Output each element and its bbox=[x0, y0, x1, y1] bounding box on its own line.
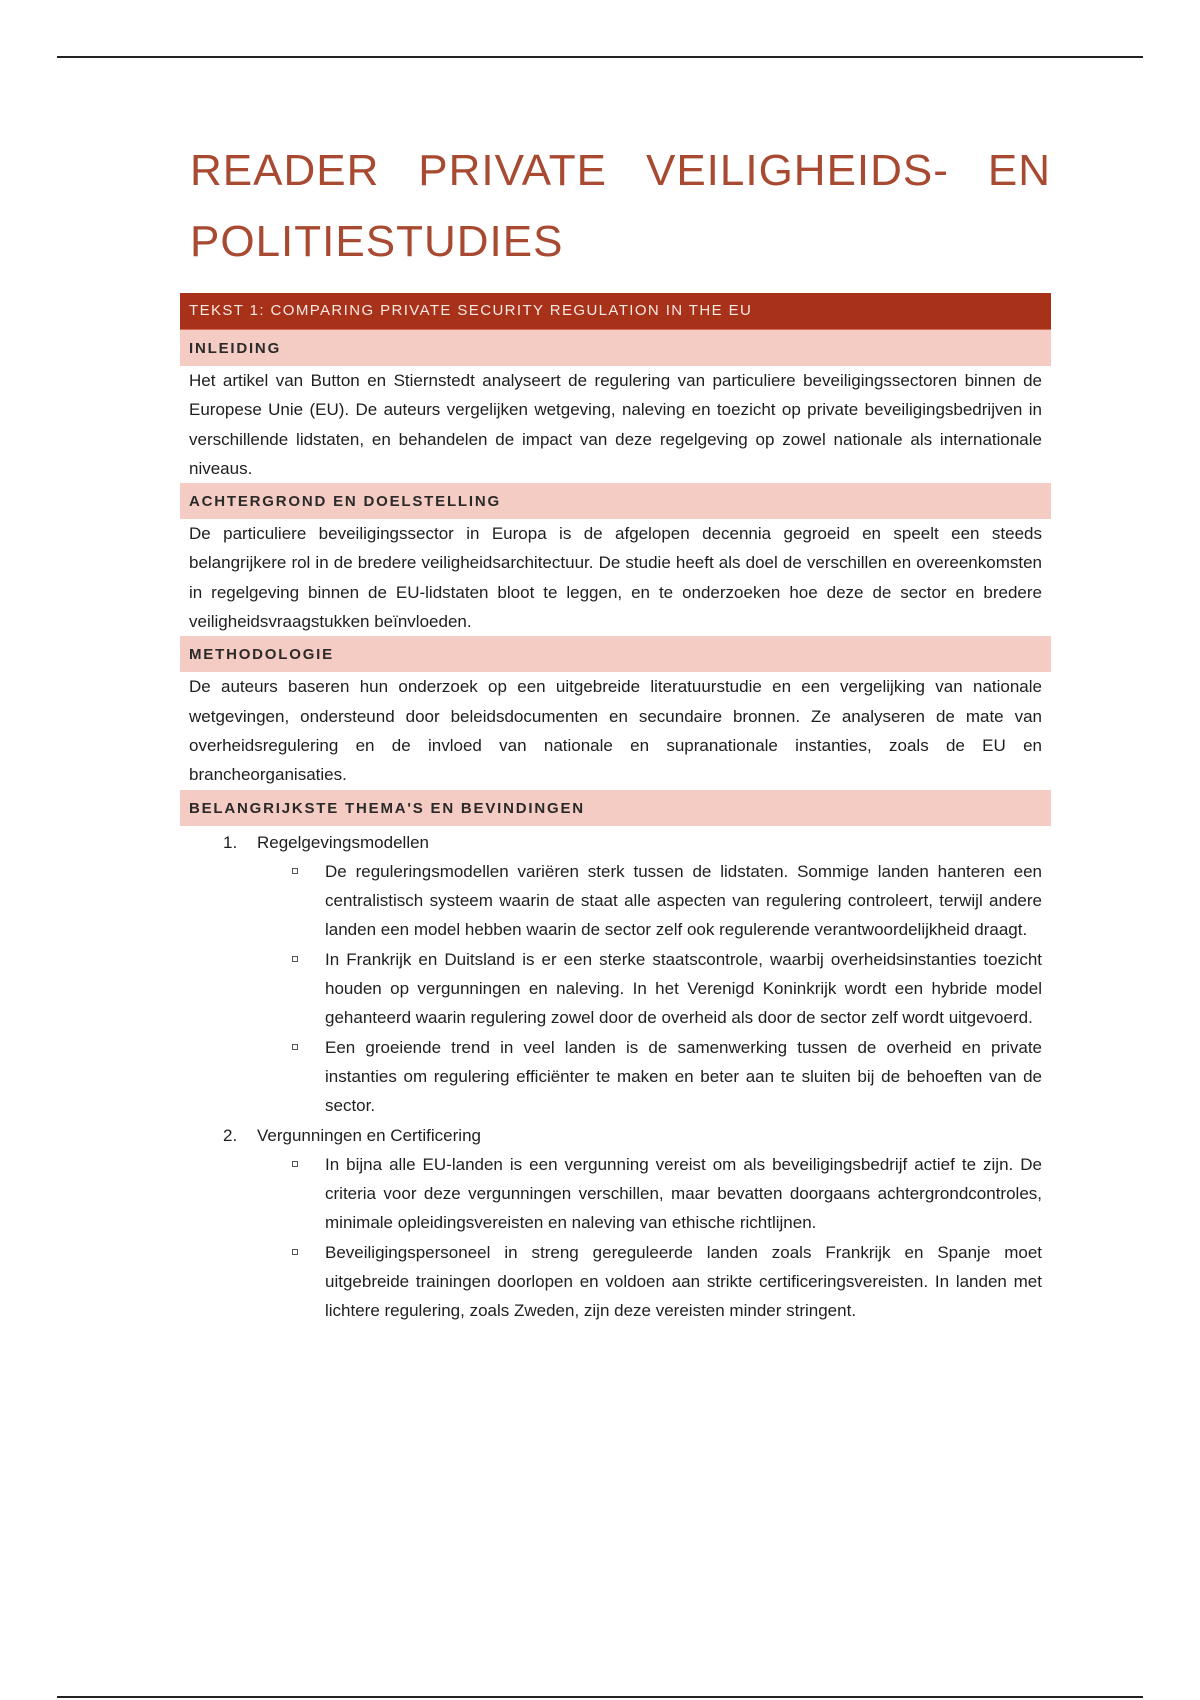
sublist-container bbox=[180, 857, 1051, 1121]
bullet-text: In Frankrijk en Duitsland is er een sterke staatscontrole, waarbij overheidsinstanties toezicht houden op vergunningen en naleving. In het Verenigd Koninkrijk wordt een hybride model gehanteerd waarin regulering zowel door de overheid als door de sector zelf wordt uitgevoerd. bbox=[325, 949, 1042, 1028]
findings-list bbox=[180, 828, 1051, 1326]
square-bullet-icon bbox=[292, 1161, 298, 1167]
bullet-item bbox=[257, 1150, 1051, 1238]
heading-methodologie: METHODOLOGIE bbox=[180, 636, 1051, 672]
paragraph-methodologie: De auteurs baseren hun onderzoek op een uitgebreide literatuurstudie en een vergelijking van nationale wetgevingen, ondersteund door beleidsdocumenten en secundaire bronnen. Ze analyseren de mate van overheidsregulering en de invloed van nationale en supranationale instanties, zoals de EU en brancheorganisaties. bbox=[189, 677, 1042, 785]
paragraph-inleiding: Het artikel van Button en Stiernstedt analyseert de regulering van particuliere beveiligingssectoren binnen de Europese Unie (EU). De auteurs vergelijken wetgeving, naleving en toezicht op private beveiligingsbedrijven in verschillende lidstaten, en behandelen de impact van deze regelgeving op zowel nationale als internationale niveaus. bbox=[189, 371, 1042, 478]
bullet-item bbox=[257, 1238, 1051, 1326]
list-item-label: Regelgevingsmodellen bbox=[257, 832, 430, 852]
bullet-item bbox=[257, 1033, 1051, 1121]
bottom-rule bbox=[57, 1696, 1143, 1698]
bullet-text: Beveiligingspersoneel in streng gereguleerde landen zoals Frankrijk en Spanje moet uitgebreide trainingen doorlopen en voldoen aan strikte certificeringsvereisten. In landen met lichtere regulering, zoals Zweden, zijn deze vereisten minder stringent. bbox=[325, 1242, 1042, 1321]
heading-achtergrond: ACHTERGROND EN DOELSTELLING bbox=[180, 483, 1051, 519]
paragraph-achtergrond: De particuliere beveiligingssector in Europa is de afgelopen decennia gegroeid en speelt een steeds belangrijkere rol in de bredere veiligheidsarchitectuur. De studie heeft als doel de verschillen en overeenkomsten in regelgeving binnen de EU-lidstaten bloot te leggen, en te onderzoeken hoe deze de sector en bredere veiligheidsvraagstukken beïnvloeden. bbox=[189, 524, 1042, 632]
sublist-container bbox=[180, 1150, 1051, 1326]
bullet-text: In bijna alle EU-landen is een vergunning vereist om als beveiligingsbedrijf actief te zijn. De criteria voor deze vergunningen verschillen, maar bevatten doorgaans achtergrondcontroles, minimale opleidingsvereisten en naleving van ethische richtlijnen. bbox=[325, 1154, 1042, 1233]
heading-inleiding: INLEIDING bbox=[180, 330, 1051, 366]
title-word: READER bbox=[190, 146, 380, 195]
document-title bbox=[190, 135, 1051, 277]
top-rule bbox=[57, 56, 1143, 58]
document-body bbox=[180, 135, 1051, 1326]
list-item bbox=[180, 1121, 1051, 1150]
bullet-item bbox=[257, 857, 1051, 945]
square-bullet-icon bbox=[292, 956, 298, 962]
section-header-tekst-1: TEKST 1: COMPARING PRIVATE SECURITY REGULATION IN THE EU bbox=[180, 293, 1051, 330]
sublist bbox=[257, 1150, 1051, 1326]
bullet-item bbox=[257, 945, 1051, 1033]
list-number: 2. bbox=[223, 1125, 238, 1145]
bullet-text: Een groeiende trend in veel landen is de samenwerking tussen de overheid en private instanties om regulering efficiënter te maken en beter aan te sluiten bij de behoeften van de sector. bbox=[325, 1037, 1042, 1116]
bullet-text: De reguleringsmodellen variëren sterk tussen de lidstaten. Sommige landen hanteren een centralistisch systeem waarin de staat alle aspecten van regulering controleert, terwijl andere landen een model hebben waarin de sector zelf ook regulerende verantwoordelijkheid draagt. bbox=[325, 861, 1042, 940]
title-word: PRIVATE bbox=[418, 146, 608, 195]
list-number: 1. bbox=[223, 832, 238, 852]
square-bullet-icon bbox=[292, 868, 298, 874]
title-word: EN bbox=[987, 146, 1051, 195]
title-word: VEILIGHEIDS- bbox=[645, 146, 949, 195]
title-line-1 bbox=[190, 135, 1051, 206]
list-item-label: Vergunningen en Certificering bbox=[257, 1125, 481, 1145]
square-bullet-icon bbox=[292, 1249, 298, 1255]
heading-themas: BELANGRIJKSTE THEMA'S EN BEVINDINGEN bbox=[180, 790, 1051, 826]
list-item bbox=[180, 828, 1051, 857]
square-bullet-icon bbox=[292, 1044, 298, 1050]
title-line-2: POLITIESTUDIES bbox=[190, 217, 564, 266]
sublist bbox=[257, 857, 1051, 1121]
